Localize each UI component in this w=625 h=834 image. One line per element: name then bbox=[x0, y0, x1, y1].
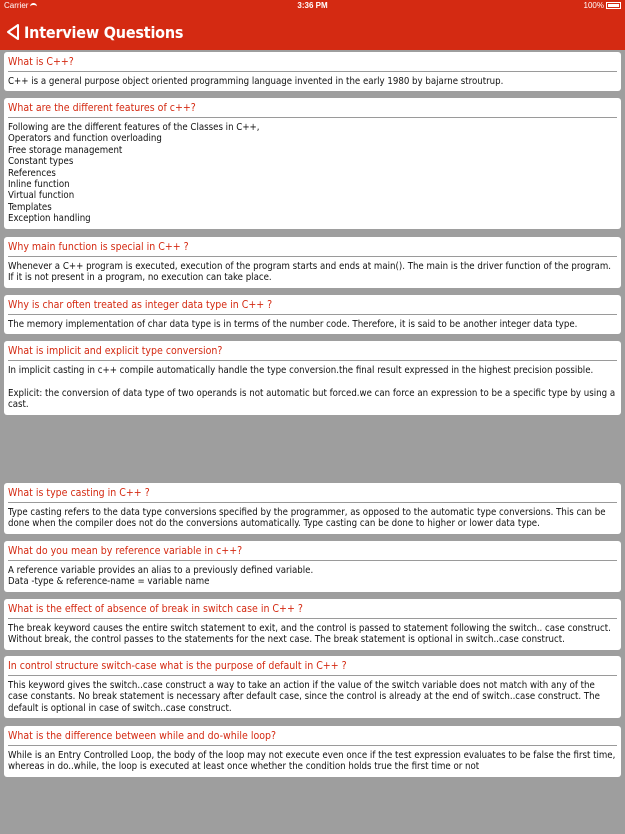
answer-text: While is an Entry Controlled Loop, the body of the loop may not execute even once if the test expression evaluates to be false the first time, whereas in do..while, the loop is executed at least once whether the condition holds true the first time or not bbox=[8, 750, 619, 773]
answer-text: The memory implementation of char data type is in terms of the number code. Therefore, it is said to be another integer data type. bbox=[8, 319, 578, 330]
answer-text: C++ is a general purpose object oriented programming language invented in the early 1980 by bajarne stroutrup. bbox=[8, 76, 504, 87]
question-text: What are the different features of c++? bbox=[8, 102, 196, 114]
battery-percent: 100% bbox=[583, 1, 604, 10]
status-time: 3:36 PM bbox=[297, 1, 328, 10]
answer-text: The break keyword causes the entire switch statement to exit, and the control is passed to statement following the switch.. case construct. Without break, the control passes to the statements for the next case. The break statement is optional in switch..case construct. bbox=[8, 623, 614, 646]
question-text: Why is char often treated as integer data type in C++ ? bbox=[8, 299, 273, 311]
answer-text: A reference variable provides an alias to a previously defined variable. Data -type & reference-name = variable name bbox=[8, 565, 314, 588]
question-text: What do you mean by reference variable in c++? bbox=[8, 545, 243, 557]
qa-card-type-conversion bbox=[4, 341, 621, 415]
qa-card-type-casting bbox=[4, 483, 621, 534]
qa-card-main-function bbox=[4, 237, 621, 288]
answer-text: In implicit casting in c++ compile automatically handle the type conversion.the final result expressed in the highest precision possible. Explicit: the conversion of data type of two operands is not automatic but forced.we can force an expression to be a specific type by using a cast. bbox=[8, 365, 616, 411]
question-text: Why main function is special in C++ ? bbox=[8, 241, 189, 253]
qa-card-what-is-cpp bbox=[4, 52, 621, 91]
back-arrow-icon bbox=[5, 23, 21, 41]
question-text: What is type casting in C++ ? bbox=[8, 487, 150, 499]
question-text: What is the difference between while and do-while loop? bbox=[8, 730, 277, 742]
question-text: What is implicit and explicit type conversion? bbox=[8, 345, 223, 357]
answer-text: Whenever a C++ program is executed, execution of the program starts and ends at main(). The main is the driver function of the program. If it is not present in a program, no execution can take place. bbox=[8, 261, 614, 284]
battery-icon bbox=[606, 2, 621, 9]
page-title: Interview Questions bbox=[24, 22, 184, 42]
answer-text: Type casting refers to the data type conversions specified by the programmer, as opposed to the automatic type conversions. This can be done when the compiler does not do the conversions automatically. Type casting can be done to higher or lower data type. bbox=[8, 507, 609, 530]
question-text: What is C++? bbox=[8, 56, 74, 68]
answer-text: This keyword gives the switch..case construct a way to take an action if the value of the switch variable does not match with any of the case constants. No break statement is necessary after default case, since the control is already at the end of switch..case construct. The default is optional in case of switch..case construct. bbox=[8, 680, 603, 714]
qa-card-char-integer bbox=[4, 295, 621, 334]
qa-card-while-do-while bbox=[4, 726, 621, 777]
qa-card-features bbox=[4, 98, 621, 229]
carrier-label: Carrier bbox=[4, 1, 37, 10]
qa-card-break-switch bbox=[4, 599, 621, 650]
back-button[interactable] bbox=[5, 19, 183, 45]
question-text: What is the effect of absence of break in switch case in C++ ? bbox=[8, 603, 303, 615]
question-text: In control structure switch-case what is the purpose of default in C++ ? bbox=[8, 660, 347, 672]
answer-text: Following are the different features of the Classes in C++, Operators and function overloading Free storage management Constant types References Inline function Virtual function Templates Exception handling bbox=[8, 122, 260, 225]
nav-bar bbox=[0, 13, 625, 50]
status-bar bbox=[0, 0, 625, 13]
qa-card-reference-variable bbox=[4, 541, 621, 592]
qa-card-default-switch bbox=[4, 656, 621, 718]
battery-indicator bbox=[584, 1, 621, 10]
